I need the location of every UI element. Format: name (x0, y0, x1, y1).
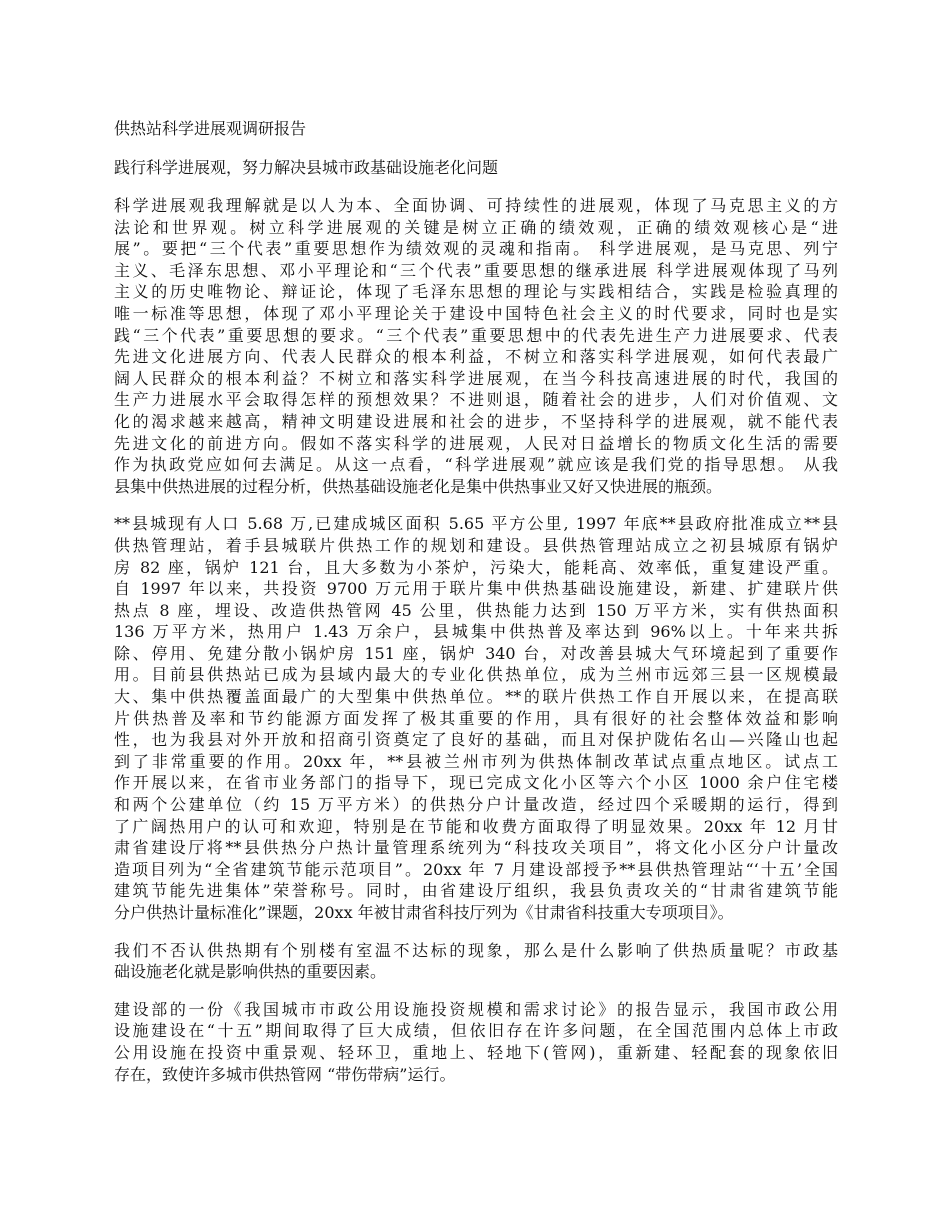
paragraph-line: 科学进展观我理解就是以人为本、全面协调、可持续性的进展观，体现了马克思主义的方 (114, 196, 838, 215)
paragraph-line: 公用设施在投资中重景观、轻环卫，重地上、轻地下(管网)，重新建、轻配套的现象依旧 (114, 1042, 838, 1062)
document-subtitle: 践行科学进展观，努力解决县城市政基础设施老化问题 (114, 158, 499, 177)
paragraph-line: 建设部的一份《我国城市市政公用设施投资规模和需求讨论》的报告显示，我国市政公用 (114, 999, 838, 1019)
paragraph-line: 到了非常重要的作用。20xx 年，**县被兰州市列为供热体制改革试点重点地区。试点工 (114, 751, 838, 771)
paragraph-line: 片供热普及率和节约能源方面发挥了极其重要的作用，具有很好的社会整体效益和影响 (114, 708, 838, 728)
paragraph-line: 础设施老化就是影响供热的重要因素。 (114, 962, 387, 982)
paragraph-line: 大、集中供热覆盖面最广的大型集中供热单位。**的联片供热工作自开展以来，在提高联 (114, 687, 838, 707)
paragraph-line: 唯一标准等思想，体现了邓小平理论关于建设中国特色社会主义的时代要求，同时也是实 (114, 303, 838, 323)
paragraph-line: 性，也为我县对外开放和招商引资奠定了良好的基础，而且对保护陇佑名山—兴隆山也起 (114, 730, 838, 750)
paragraph-line: 存在，致使许多城市供热管网 “带伤带病”运行。 (114, 1064, 456, 1084)
document-title: 供热站科学进展观调研报告 (114, 119, 307, 138)
paragraph-line: 先进文化进展方向、代表人民群众的根本利益，不树立和落实科学进展观，如何代表最广 (114, 347, 838, 367)
body-paragraph (114, 999, 838, 1085)
body-paragraph (114, 195, 838, 497)
paragraph-line: 作为执政党应如何去满足。从这一点看，“科学进展观”就应该是我们党的指导思想。 从我 (114, 455, 838, 475)
paragraph-line: 设施建设在“十五”期间取得了巨大成绩，但依旧存在许多问题，在全国范围内总体上市政 (114, 1021, 838, 1041)
paragraph-line: 展”。要把“三个代表”重要思想作为绩效观的灵魂和指南。 科学进展观，是马克思、列宁 (114, 239, 838, 259)
paragraph-line: 阔人民群众的根本利益？不树立和落实科学进展观，在当今科技高速进展的时代，我国的 (114, 368, 838, 388)
paragraph-line: 肃省建设厅将**县供热分户热计量管理系统列为“科技攻关项目”，将文化小区分户计量改 (114, 838, 838, 858)
paragraph-line: 先进文化的前进方向。假如不落实科学的进展观，人民对日益增长的物质文化生活的需要 (114, 433, 838, 453)
paragraph-line: 主义、毛泽东思想、邓小平理论和“三个代表”重要思想的继承进展 科学进展观体现了马列 (114, 260, 838, 280)
document-body (114, 195, 838, 1085)
paragraph-line: 热点 8 座，埋设、改造供热管网 45 公里，供热能力达到 150 万平方米，实有供热面积 (114, 600, 838, 620)
body-paragraph (114, 513, 838, 923)
paragraph-line: 践“三个代表”重要思想的要求。“三个代表”重要思想中的代表先进生产力进展要求、代表 (114, 325, 838, 345)
paragraph-line: 化的渴求越来越高，精神文明建设进展和社会的进步，不坚持科学的进展观，就不能代表 (114, 411, 838, 431)
paragraph-line: 我们不否认供热期有个别楼有室温不达标的现象，那么是什么影响了供热质量呢？市政基 (114, 940, 838, 960)
paragraph-line: 主义的历史唯物论、辩证论，体现了毛泽东思想的理论与实践相结合，实践是检验真理的 (114, 282, 838, 302)
body-paragraph (114, 940, 838, 983)
paragraph-line: 建筑节能先进集体”荣誉称号。同时，由省建设厅组织，我县负责攻关的“甘肃省建筑节能 (114, 881, 838, 901)
paragraph-line: 法论和世界观。树立科学进展观的关键是树立正确的绩效观，正确的绩效观核心是“进 (114, 217, 838, 237)
paragraph-line: 了广阔热用户的认可和欢迎，特别是在节能和收费方面取得了明显效果。20xx 年 12 月甘 (114, 816, 838, 836)
paragraph-line: 除、停用、免建分散小锅炉房 151 座，锅炉 340 台，对改善县城大气环境起到了重要作 (114, 643, 838, 663)
paragraph-line: 作开展以来，在省市业务部门的指导下，现已完成文化小区等六个小区 1000 余户住宅楼 (114, 773, 838, 793)
paragraph-line: 自 1997 年以来，共投资 9700 万元用于联片集中供热基础设施建设，新建、扩建联片供 (114, 579, 838, 599)
paragraph-line: 供热管理站，着手县城联片供热工作的规划和建设。县供热管理站成立之初县城原有锅炉 (114, 535, 838, 555)
paragraph-line: 136 万平方米，热用户 1.43 万余户，县城集中供热普及率达到 96%以上。十年来共拆 (114, 622, 838, 642)
paragraph-line: 房 82 座，锅炉 121 台，且大多数为小茶炉，污染大，能耗高、效率低，重复建设严重。 (114, 557, 838, 577)
paragraph-line: 分户供热计量标准化”课题，20xx 年被甘肃省科技厅列为《甘肃省科技重大专项项目》。 (114, 903, 734, 922)
paragraph-line: 和两个公建单位（约 15 万平方米）的供热分户计量改造，经过四个采暖期的运行，得到 (114, 795, 838, 815)
paragraph-line: **县城现有人口 5.68 万,已建成城区面积 5.65 平方公里, 1997 年底**县政府批准成立**县 (114, 514, 838, 534)
paragraph-line: 生产力进展水平会取得怎样的预想效果？不进则退，随着社会的进步，人们对价值观、文 (114, 390, 838, 410)
document-page (114, 118, 838, 1101)
paragraph-line: 县集中供热进展的过程分析，供热基础设施老化是集中供热事业又好又快进展的瓶颈。 (114, 476, 723, 496)
paragraph-line: 造项目列为“全省建筑节能示范项目”。20xx 年 7 月建设部授予**县供热管理站“‘十五’全国 (114, 859, 838, 879)
paragraph-line: 用。目前县供热站已成为县域内最大的专业化供热单位，成为兰州市远郊三县一区规模最 (114, 665, 838, 685)
